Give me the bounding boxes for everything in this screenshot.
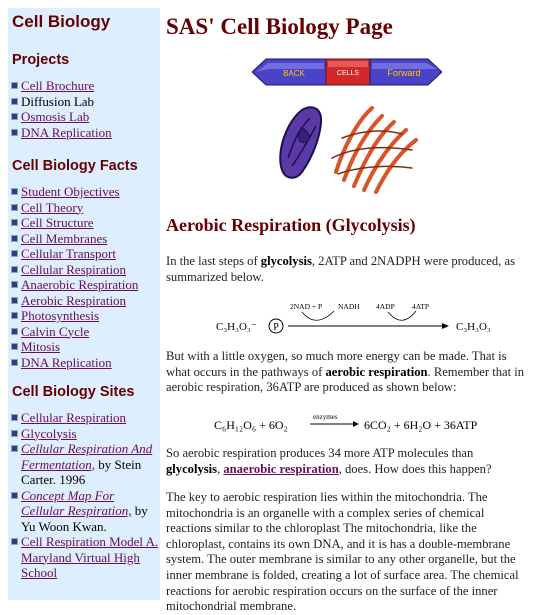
sidebar-item-osmosis-lab[interactable]	[11, 109, 160, 125]
paragraph-mitochondria: The key to aerobic respiration lies within the mitochondria. The mitochondria is an organelle with a complex series of chemical reactions similar to the chloroplast The mitochondria, like the chloroplast, contains its own DNA, and it is has a double-membrane system. The outer membrane is similar to any other organelle, but the inner membrane is folded, creating a lot of surface area. The chemical reactions for aerobic respiration occurs on the surface of the inner mitochondrial membrane.	[166, 490, 519, 614]
phosphate-label: P	[273, 322, 279, 333]
text-span: ,	[217, 461, 224, 476]
blue-organelle	[280, 107, 321, 177]
sidebar-link[interactable]: Cell Membranes	[21, 230, 108, 246]
bullet-icon	[11, 98, 18, 105]
section-title: Aerobic Respiration (Glycolysis)	[166, 215, 416, 235]
sidebar-item-photosynthesis[interactable]	[11, 308, 160, 324]
sidebar-item-cellular-transport[interactable]	[11, 246, 160, 262]
cells-button[interactable]	[326, 59, 370, 85]
text-span: So aerobic respiration produces 34 more ATP molecules than	[166, 446, 474, 460]
eq1-reactant: C₃H₃O₃⁻	[216, 321, 257, 333]
sidebar-item-dna-replication[interactable]	[11, 125, 160, 141]
bullet-icon	[11, 250, 18, 257]
sidebar-link[interactable]: Osmosis Lab	[21, 109, 90, 124]
sidebar-item-anaerobic-respiration[interactable]	[11, 277, 160, 293]
bullet-icon	[11, 430, 18, 437]
sidebar-item-cell-theory[interactable]	[11, 200, 160, 216]
paragraph-aerobic	[166, 349, 530, 396]
bold-term: glycolysis	[260, 254, 312, 268]
sidebar-item-mitosis[interactable]	[11, 339, 160, 355]
navigation-bar	[252, 55, 442, 89]
sidebar-link[interactable]: Cellular Respiration	[21, 261, 127, 277]
bullet-icon	[11, 538, 18, 545]
sidebar-link[interactable]: Anaerobic Respiration	[21, 277, 139, 292]
glycolysis-equation	[166, 297, 532, 341]
eq1-product: C₃H₃O₃	[456, 321, 491, 333]
facts-list	[11, 184, 160, 370]
bold-term: aerobic respiration	[325, 364, 428, 379]
forward-button[interactable]	[370, 59, 442, 85]
bullet-icon	[11, 297, 18, 304]
bullet-icon	[11, 492, 18, 499]
sidebar-link[interactable]: Cell Brochure	[21, 78, 95, 93]
sites-heading: Cell Biology Sites	[12, 384, 135, 400]
site-link[interactable]: Cell Respiration Model A. Maryland Virtual High School	[21, 534, 159, 580]
sidebar-link[interactable]: Mitosis	[21, 339, 61, 354]
sidebar-item-cell-structure[interactable]	[11, 215, 160, 231]
site-author: by Yu Woon Kwan.	[21, 503, 148, 534]
bold-term: glycolysis	[166, 461, 218, 476]
sidebar-link[interactable]: Cell Theory	[21, 199, 84, 215]
sidebar-link[interactable]: DNA Replication	[21, 354, 112, 370]
sidebar-item-student-objectives[interactable]	[11, 184, 160, 200]
curved-arrow-1	[302, 311, 334, 320]
mitochondria-illustration	[272, 98, 422, 196]
cells-label: CELLS	[336, 70, 360, 77]
bullet-icon	[11, 445, 18, 452]
site-item-glycolysis[interactable]	[11, 426, 160, 442]
text-span: . Remember that in aerobic respiration, 36ATP are produced as shown below:	[166, 364, 525, 395]
bullet-icon	[11, 359, 18, 366]
main-content	[166, 8, 532, 614]
site-link[interactable]: Cellular Respiration And Fermentation,	[21, 441, 153, 472]
sidebar-link[interactable]: Calvin Cycle	[21, 323, 90, 339]
bullet-icon	[11, 204, 18, 211]
site-item-respiration-fermentation[interactable]	[11, 441, 160, 488]
sidebar-link[interactable]: DNA Replication	[21, 124, 112, 140]
site-item-cellular-respiration[interactable]	[11, 410, 160, 426]
bullet-icon	[11, 82, 18, 89]
paragraph-comparison	[166, 446, 530, 477]
bullet-icon	[11, 113, 18, 120]
eq1-top3: 4ADP	[376, 302, 395, 311]
sidebar	[8, 8, 160, 600]
bullet-icon	[11, 312, 18, 319]
eq2-products: 6CO₂ + 6H₂O + 36ATP	[364, 418, 478, 432]
text-span: , 2ATP and 2NADPH were produced, as summarized below.	[166, 254, 515, 284]
aerobic-equation	[166, 409, 532, 437]
site-author: by Stein Carter. 1996	[21, 456, 142, 487]
sidebar-item-cell-membranes[interactable]	[11, 231, 160, 247]
anaerobic-link[interactable]: anaerobic respiration	[223, 461, 339, 476]
paragraph-glycolysis	[166, 254, 530, 285]
sidebar-item-aerobic-respiration[interactable]	[11, 293, 160, 309]
arrowhead-icon	[442, 323, 449, 329]
sidebar-link[interactable]: Cellular Transport	[21, 246, 116, 261]
text-span: In the last steps of	[166, 254, 261, 268]
page-title: SAS' Cell Biology Page	[166, 14, 393, 39]
bullet-icon	[11, 281, 18, 288]
sidebar-link[interactable]: Cell Structure	[21, 215, 94, 230]
eq2-reactants: C₆H₁₂O₆ + 6O₂	[214, 418, 288, 432]
back-label: BACK	[283, 69, 305, 78]
text-span: , does. How does this happen?	[338, 461, 492, 476]
sidebar-item-cell-brochure[interactable]	[11, 78, 160, 94]
sites-list	[11, 410, 160, 581]
arrowhead-icon	[353, 421, 359, 427]
site-item-concept-map[interactable]	[11, 488, 160, 535]
site-item-respiration-model[interactable]	[11, 534, 160, 581]
bullet-icon	[11, 414, 18, 421]
projects-list	[11, 78, 160, 140]
bullet-icon	[11, 328, 18, 335]
bullet-icon	[11, 188, 18, 195]
facts-heading: Cell Biology Facts	[12, 158, 138, 174]
site-link[interactable]: Concept Map For Cellular Respiration,	[21, 487, 132, 518]
sidebar-text: Diffusion Lab	[21, 93, 95, 109]
red-organelle	[332, 108, 416, 192]
eq1-top1: 2NAD + P	[290, 302, 323, 311]
site-link[interactable]: Cellular Respiration	[21, 410, 127, 425]
sidebar-item-dna-replication-2[interactable]	[11, 355, 160, 371]
back-button[interactable]	[252, 59, 326, 85]
bullet-icon	[11, 219, 18, 226]
projects-heading: Projects	[12, 52, 70, 68]
eq1-top4: 4ATP	[412, 302, 430, 311]
curved-arrow-2	[388, 311, 416, 320]
sidebar-link[interactable]: Student Objectives	[21, 184, 120, 199]
bullet-icon	[11, 235, 18, 242]
bullet-icon	[11, 266, 18, 273]
sidebar-link[interactable]: Photosynthesis	[21, 308, 100, 323]
text-span: But with a little oxygen, so much more energy can be made. That is what occurs in the pathways of	[166, 349, 507, 379]
site-link[interactable]: Glycolysis	[21, 425, 77, 441]
bullet-icon	[11, 343, 18, 350]
sidebar-link[interactable]: Aerobic Respiration	[21, 292, 127, 308]
bullet-icon	[11, 129, 18, 136]
sidebar-item-cellular-respiration[interactable]	[11, 262, 160, 278]
sidebar-title: Cell Biology	[12, 12, 111, 31]
sidebar-item-diffusion-lab	[11, 94, 160, 110]
eq1-top2: NADH	[338, 302, 360, 311]
forward-label: Forward	[387, 68, 421, 78]
sidebar-item-calvin-cycle[interactable]	[11, 324, 160, 340]
eq2-enzyme: enzymes	[313, 413, 338, 421]
